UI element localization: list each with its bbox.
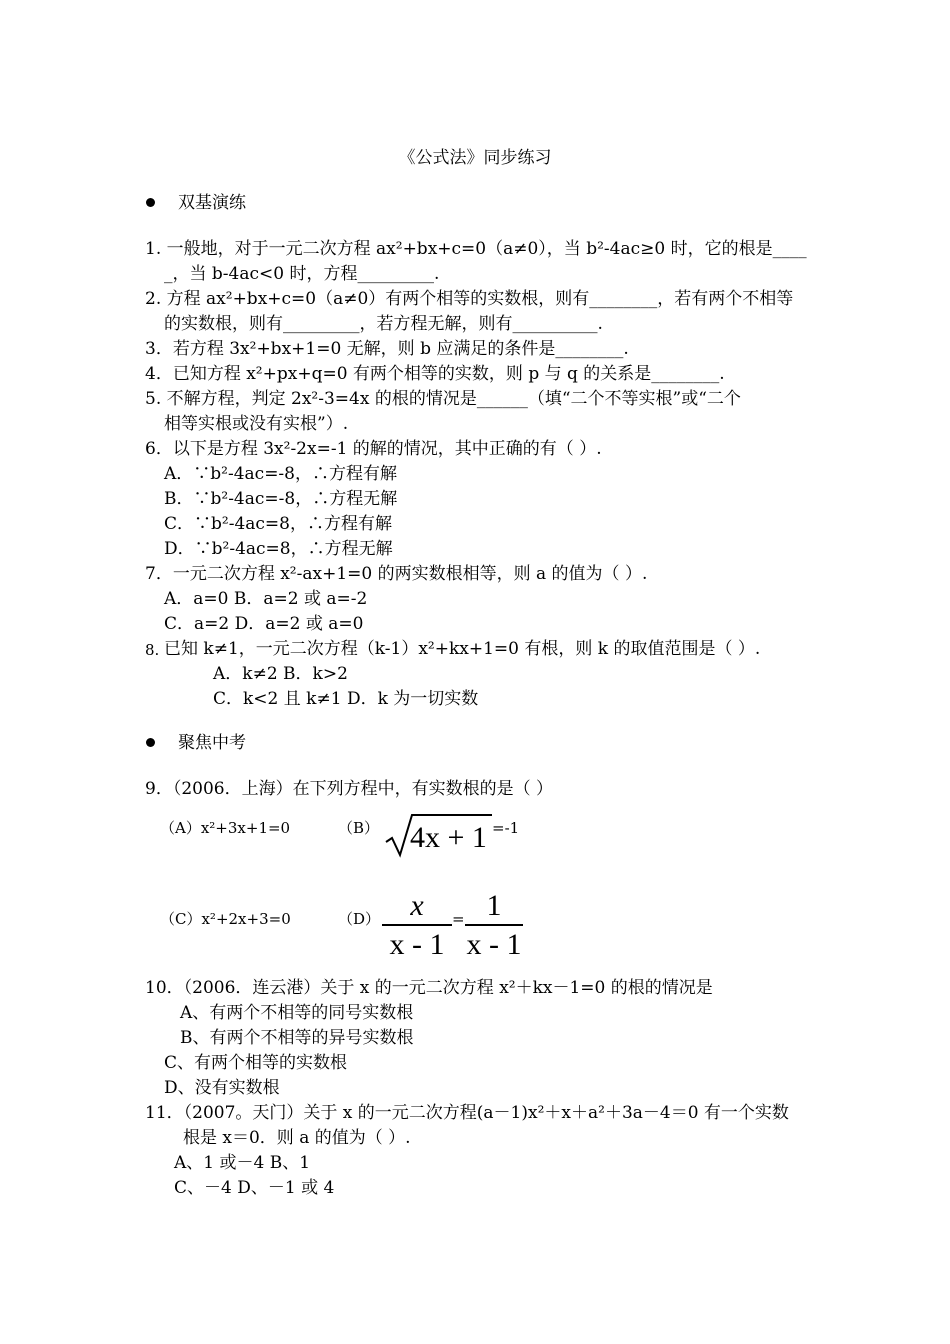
question-5-line-2: 相等实根或没有实根”）.: [164, 414, 349, 434]
question-9: 9．（2006．上海）在下列方程中，有实数根的是（ ）: [145, 779, 553, 799]
bullet-icon: [146, 198, 155, 207]
page-title: 《公式法》同步练习: [398, 148, 552, 168]
question-2-line-2: 的实数根，则有_________，若方程无解，则有__________.: [164, 314, 603, 334]
question-6-option-b: B．∵b²-4ac=-8，∴方程无解: [164, 489, 398, 509]
question-4: 4．已知方程 x²+px+q=0 有两个相等的实数，则 p 与 q 的关系是________.: [145, 364, 725, 384]
section-heading-exam-focus: 聚焦中考: [178, 733, 246, 753]
question-6: 6．以下是方程 3x²-2x=-1 的解的情况，其中正确的有（ ）.: [145, 439, 602, 459]
fraction-left-denominator: x - 1: [389, 927, 445, 961]
question-8-number: 8.: [145, 641, 160, 659]
question-6-option-c: C．∵b²-4ac=8，∴方程有解: [164, 514, 392, 534]
question-10-option-b: B、有两个不相等的异号实数根: [180, 1028, 414, 1048]
question-6-option-d: D．∵b²-4ac=8，∴方程无解: [164, 539, 393, 559]
question-1-line-2: _，当 b-4ac<0 时，方程_________.: [164, 264, 440, 284]
question-11-line-2: 根是 x＝0．则 a 的值为（ ）.: [183, 1128, 411, 1148]
question-10-option-a: A、有两个不相等的同号实数根: [180, 1003, 414, 1023]
question-5-line-1: 5. 不解方程，判定 2x²-3=4x 的根的情况是______（填“二个不等实根”或“二个: [145, 389, 741, 409]
question-10-option-c: C、有两个相等的实数根: [164, 1053, 348, 1073]
question-10-option-d: D、没有实数根: [164, 1078, 280, 1098]
question-1-line-1: 1. 一般地，对于一元二次方程 ax²+bx+c=0（a≠0），当 b²-4ac≥0 时，它的根是____: [145, 239, 807, 259]
question-9-option-a: （A）x²+3x+1=0: [160, 819, 291, 837]
question-9-option-c: （C）x²+2x+3=0: [160, 910, 291, 928]
section-heading-basics: 双基演练: [178, 193, 246, 213]
fraction-left-numerator: x: [410, 889, 424, 922]
question-9-option-b-label: （B）: [338, 819, 380, 837]
question-9-option-b-radicand: 4x + 1: [410, 821, 487, 854]
fraction-right-numerator: 1: [486, 889, 502, 922]
question-8-options-cd: C．k<2 且 k≠1 D．k 为一切实数: [213, 689, 479, 709]
question-2-line-1: 2. 方程 ax²+bx+c=0（a≠0）有两个相等的实数根，则有________，若有两个不相等: [145, 289, 794, 309]
question-7: 7．一元二次方程 x²-ax+1=0 的两实数根相等，则 a 的值为（ ）.: [145, 564, 648, 584]
question-11-options-ab: A、1 或－4 B、1: [174, 1153, 311, 1173]
question-6-option-a: A．∵b²-4ac=-8，∴方程有解: [164, 464, 397, 484]
question-8: 已知 k≠1，一元二次方程（k-1）x²+kx+1=0 有根，则 k 的取值范围是（ ）.: [164, 639, 761, 659]
question-7-options-ab: A．a=0 B．a=2 或 a=-2: [164, 589, 368, 609]
fraction-right-denominator: x - 1: [466, 927, 522, 961]
question-11-line-1: 11．（2007。天门）关于 x 的一元二次方程(a－1)x²＋x＋a²＋3a－4＝0 有一个实数: [145, 1103, 789, 1123]
question-11-options-cd: C、－4 D、－1 或 4: [174, 1178, 335, 1198]
question-10: 10．（2006．连云港）关于 x 的一元二次方程 x²＋kx－1=0 的根的情况是: [145, 978, 713, 998]
question-8-options-ab: A．k≠2 B．k>2: [213, 664, 348, 684]
equals-sign: =: [452, 910, 465, 928]
question-7-options-cd: C．a=2 D．a=2 或 a=0: [164, 614, 364, 634]
fraction-left: [382, 888, 452, 964]
question-9-option-d-label: （D）: [338, 910, 381, 928]
question-3: 3．若方程 3x²+bx+1=0 无解，则 b 应满足的条件是________.: [145, 339, 629, 359]
question-9-option-b-rhs: =-1: [492, 819, 520, 837]
fraction-right: [465, 888, 523, 964]
bullet-icon: [146, 738, 155, 747]
